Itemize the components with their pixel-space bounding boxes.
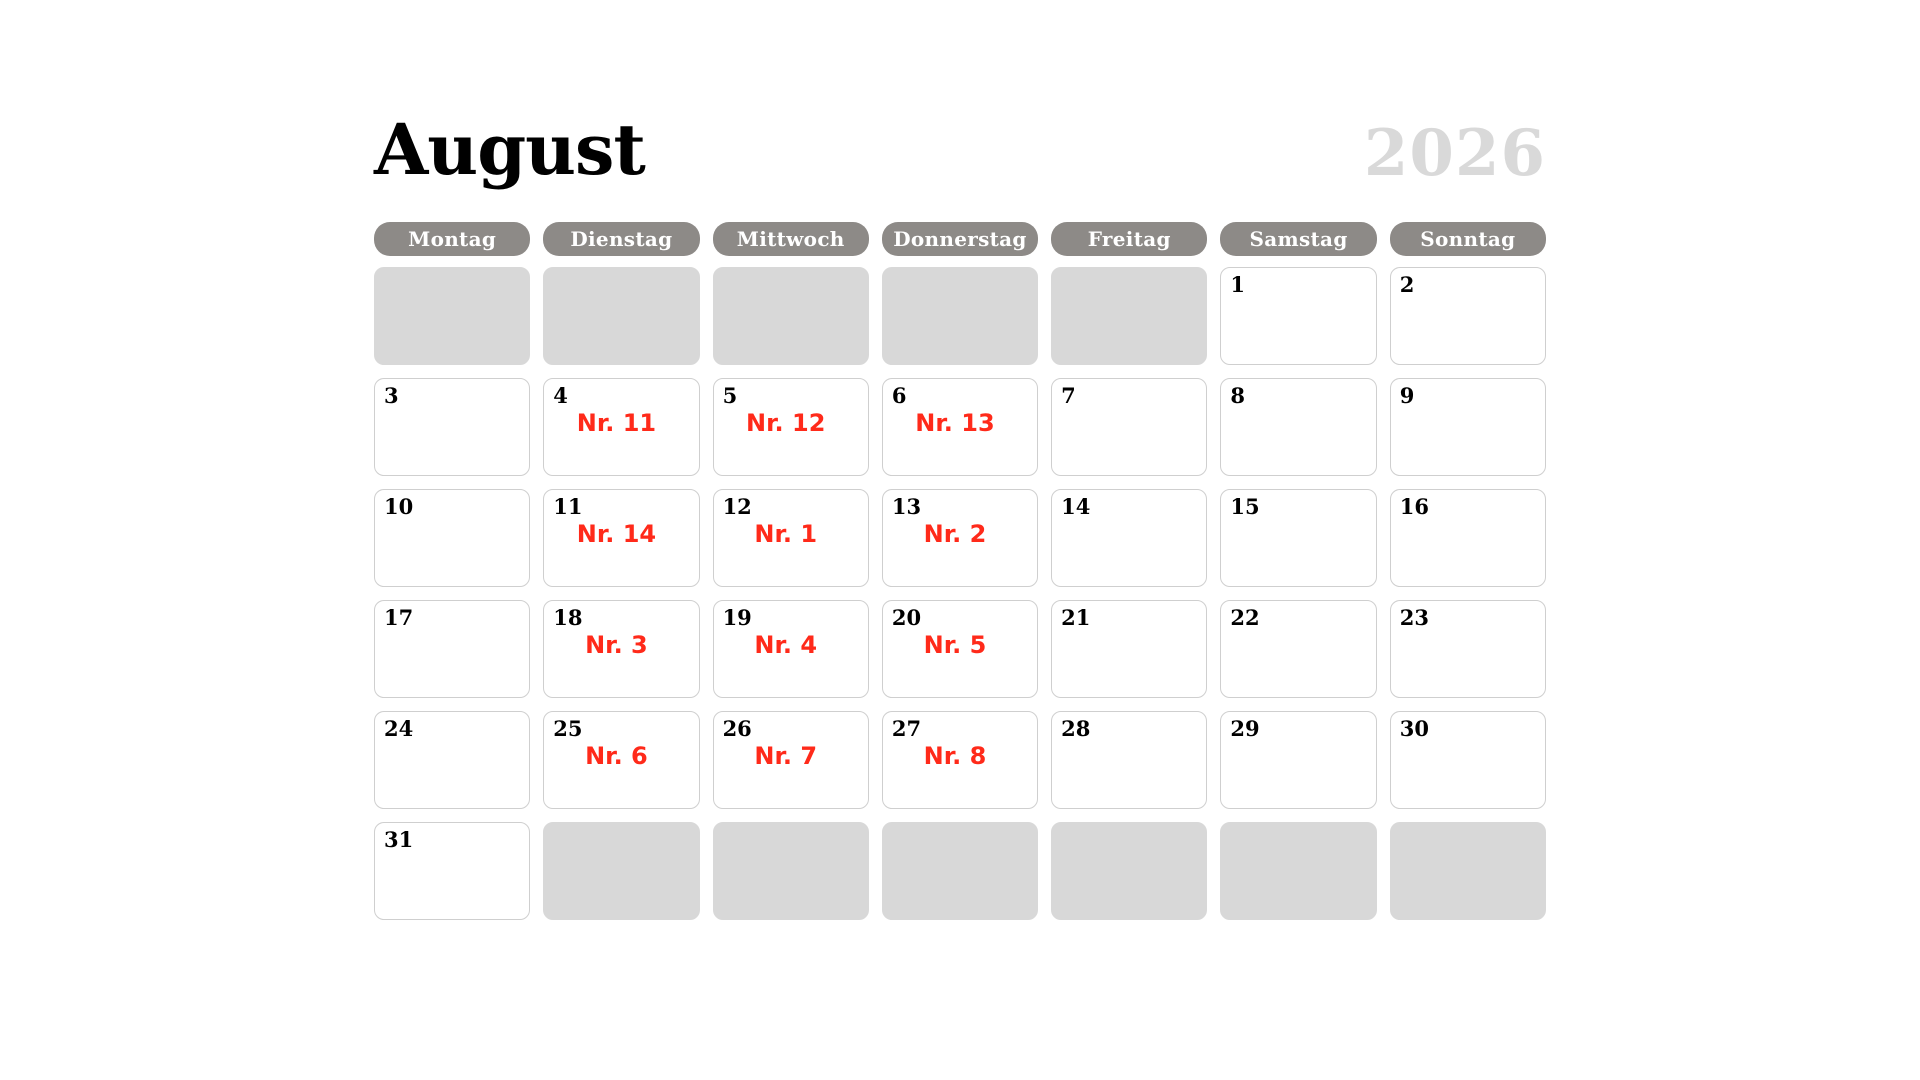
day-number: 12 xyxy=(722,494,752,519)
calendar-empty-cell xyxy=(543,267,699,365)
weekday-label-freitag: Freitag xyxy=(1051,222,1207,256)
calendar-day-cell[interactable] xyxy=(1390,600,1546,698)
calendar-day-cell[interactable] xyxy=(1390,711,1546,809)
calendar-empty-cell xyxy=(882,267,1038,365)
day-number: 30 xyxy=(1399,716,1429,741)
calendar-day-cell[interactable] xyxy=(543,489,699,587)
day-number: 6 xyxy=(891,383,907,408)
calendar-day-cell[interactable] xyxy=(1051,378,1207,476)
day-number: 25 xyxy=(553,716,583,741)
calendar-day-cell[interactable] xyxy=(882,600,1038,698)
day-number: 31 xyxy=(384,827,414,852)
day-event-label[interactable]: Nr. 3 xyxy=(585,631,648,659)
calendar-day-cell[interactable] xyxy=(1390,378,1546,476)
day-number: 24 xyxy=(384,716,414,741)
day-number: 23 xyxy=(1399,605,1429,630)
day-number: 28 xyxy=(1061,716,1091,741)
calendar-day-cell[interactable] xyxy=(374,378,530,476)
calendar-day-cell[interactable] xyxy=(543,378,699,476)
calendar-day-cell[interactable] xyxy=(374,600,530,698)
calendar-empty-cell xyxy=(713,822,869,920)
day-event-label[interactable]: Nr. 4 xyxy=(754,631,818,659)
calendar-empty-cell xyxy=(543,822,699,920)
day-number: 11 xyxy=(553,494,583,519)
calendar-day-cell[interactable] xyxy=(1220,267,1376,365)
day-event-label[interactable]: Nr. 2 xyxy=(923,520,987,548)
calendar-day-cell[interactable] xyxy=(1051,489,1207,587)
calendar-day-cell[interactable] xyxy=(1051,600,1207,698)
calendar-empty-cell xyxy=(1390,822,1546,920)
calendar-day-cell[interactable] xyxy=(882,489,1038,587)
weekday-label-samstag: Samstag xyxy=(1220,222,1376,256)
day-number: 22 xyxy=(1230,605,1260,630)
calendar-day-cell[interactable] xyxy=(1220,378,1376,476)
day-number: 1 xyxy=(1230,272,1246,297)
day-number: 8 xyxy=(1230,383,1246,408)
calendar-grid xyxy=(374,267,1546,920)
calendar-header xyxy=(374,110,1546,200)
day-event-label[interactable]: Nr. 8 xyxy=(923,742,987,770)
day-number: 10 xyxy=(384,494,414,519)
day-number: 19 xyxy=(722,605,752,630)
month-title: August xyxy=(374,108,645,191)
year-title: 2026 xyxy=(1363,116,1546,191)
calendar-empty-cell xyxy=(374,267,530,365)
calendar-empty-cell xyxy=(1051,822,1207,920)
day-number: 21 xyxy=(1061,605,1091,630)
calendar-day-cell[interactable] xyxy=(713,711,869,809)
calendar-day-cell[interactable] xyxy=(713,378,869,476)
weekday-label-donnerstag: Donnerstag xyxy=(882,222,1038,256)
day-number: 5 xyxy=(722,383,738,408)
calendar-day-cell[interactable] xyxy=(543,711,699,809)
day-number: 29 xyxy=(1230,716,1260,741)
calendar-day-cell[interactable] xyxy=(713,600,869,698)
calendar-day-cell[interactable] xyxy=(1220,600,1376,698)
day-event-label[interactable]: Nr. 5 xyxy=(923,631,987,659)
day-number: 7 xyxy=(1061,383,1076,408)
calendar-day-cell[interactable] xyxy=(1220,711,1376,809)
calendar-day-cell[interactable] xyxy=(374,489,530,587)
weekday-label-montag: Montag xyxy=(374,222,530,256)
day-number: 2 xyxy=(1399,272,1415,297)
day-number: 26 xyxy=(722,716,752,741)
calendar-day-cell[interactable] xyxy=(1390,489,1546,587)
calendar-day-cell[interactable] xyxy=(543,600,699,698)
calendar-empty-cell xyxy=(1220,822,1376,920)
weekday-label-sonntag: Sonntag xyxy=(1390,222,1546,256)
calendar-empty-cell xyxy=(713,267,869,365)
day-number: 4 xyxy=(553,383,568,408)
calendar-day-cell[interactable] xyxy=(882,711,1038,809)
day-event-label[interactable]: Nr. 11 xyxy=(576,409,657,437)
weekday-label-dienstag: Dienstag xyxy=(543,222,699,256)
calendar-empty-cell xyxy=(882,822,1038,920)
day-number: 27 xyxy=(891,716,922,741)
day-number: 20 xyxy=(891,605,922,630)
calendar-day-cell[interactable] xyxy=(1390,267,1546,365)
day-event-label[interactable]: Nr. 13 xyxy=(915,409,995,437)
calendar-day-cell[interactable] xyxy=(713,489,869,587)
day-event-label[interactable]: Nr. 12 xyxy=(746,409,826,437)
calendar-day-cell[interactable] xyxy=(374,711,530,809)
day-number: 18 xyxy=(553,605,583,630)
day-number: 17 xyxy=(384,605,414,630)
calendar-day-cell[interactable] xyxy=(1220,489,1376,587)
calendar-empty-cell xyxy=(1051,267,1207,365)
calendar-day-cell[interactable] xyxy=(882,378,1038,476)
day-number: 13 xyxy=(891,494,922,519)
day-event-label[interactable]: Nr. 7 xyxy=(754,742,818,770)
day-event-label[interactable]: Nr. 6 xyxy=(585,742,648,770)
day-number: 3 xyxy=(384,383,399,408)
day-number: 15 xyxy=(1230,494,1260,519)
calendar-day-cell[interactable] xyxy=(374,822,530,920)
day-event-label[interactable]: Nr. 14 xyxy=(576,520,657,548)
day-number: 16 xyxy=(1399,494,1429,519)
weekday-label-mittwoch: Mittwoch xyxy=(713,222,869,256)
weekday-header-row xyxy=(374,222,1546,256)
day-event-label[interactable]: Nr. 1 xyxy=(754,520,818,548)
calendar xyxy=(374,110,1546,920)
day-number: 14 xyxy=(1061,494,1091,519)
day-number: 9 xyxy=(1399,383,1415,408)
calendar-day-cell[interactable] xyxy=(1051,711,1207,809)
